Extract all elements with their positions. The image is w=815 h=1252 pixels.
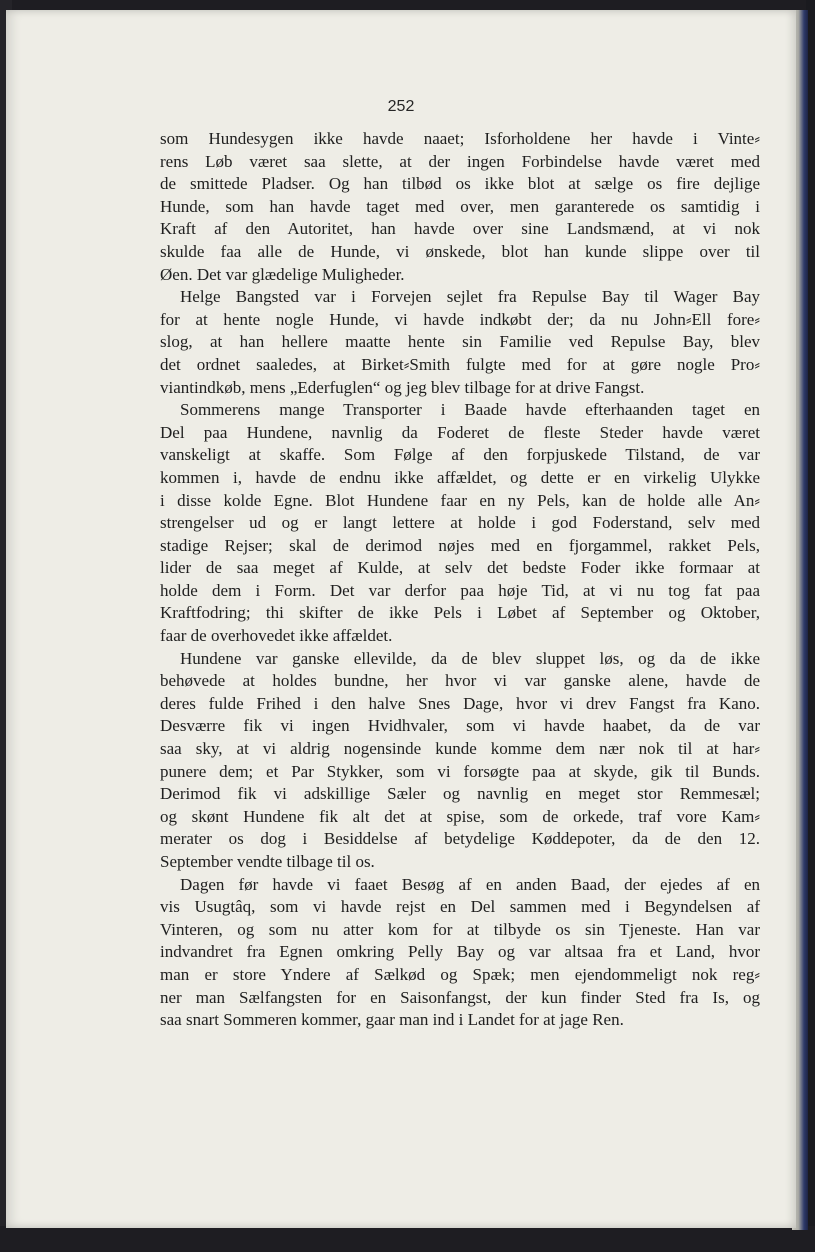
text-line: viantindkøb, mens „Ederfuglen“ og jeg blev tilbage for at drive Fangst. — [160, 377, 645, 397]
text-line: ner man Sælfangsten for en Saisonfangst, der kun finder Sted fra Is, og — [160, 987, 760, 1007]
text-line: Derimod fik vi adskillige Sæler og navnlig en meget stor Remmesæl; — [160, 784, 760, 804]
text-line: faar de overhovedet ikke affældet. — [160, 626, 393, 646]
book-page — [6, 10, 796, 1228]
text-line: vanskeligt at skaffe. Som Følge af den forpjuskede Tilstand, de var — [160, 445, 760, 465]
text-line: saa snart Sommeren kommer, gaar man ind i Landet for at jage Ren. — [160, 1010, 624, 1030]
paragraph — [160, 399, 760, 648]
text-line: slog, at han hellere maatte hente sin Familie ved Repulse Bay, blev — [160, 332, 760, 352]
text-line: det ordnet saaledes, at Birket⸗Smith fulgte med for at gøre nogle Pro⸗ — [160, 354, 760, 374]
text-line: Vinteren, og som nu atter kom for at tilbyde os sin Tjeneste. Han var — [160, 919, 760, 939]
text-line: Helge Bangsted var i Forvejen sejlet fra Repulse Bay til Wager Bay — [180, 287, 760, 307]
body-text — [160, 128, 760, 1032]
text-line: indvandret fra Egnen omkring Pelly Bay og var altsaa fra et Land, hvor — [160, 942, 760, 962]
text-line: Sommerens mange Transporter i Baade havde efterhaanden taget en — [180, 400, 760, 420]
text-line: stadige Rejser; skal de derimod nøjes med en fjorgammel, rakket Pels, — [160, 535, 760, 555]
text-line: de smittede Pladser. Og han tilbød os ikke blot at sælge os fire dejlige — [160, 174, 760, 194]
text-line: Øen. Det var glædelige Muligheder. — [160, 264, 405, 284]
text-line: Desværre fik vi ingen Hvidhvaler, som vi havde haabet, da de var — [160, 716, 760, 736]
text-line: vis Usugtâq, som vi havde rejst en Del sammen med i Begyndelsen af — [160, 897, 760, 917]
text-line: Hundene var ganske ellevilde, da de blev sluppet løs, og da de ikke — [180, 648, 760, 668]
text-line: saa sky, at vi aldrig nogensinde kunde komme dem nær nok til at har⸗ — [160, 739, 760, 759]
text-line: September vendte tilbage til os. — [160, 852, 375, 871]
text-line: kommen i, havde de endnu ikke affældet, og dette er en virkelig Ulykke — [160, 467, 760, 487]
text-line: som Hundesygen ikke havde naaet; Isforholdene her havde i Vinte⸗ — [160, 129, 760, 148]
text-line: Del paa Hundene, navnlig da Foderet de fleste Steder havde været — [160, 422, 760, 442]
paragraph — [160, 874, 760, 1032]
text-line: Kraft af den Autoritet, han havde over sine Landsmænd, at vi nok — [160, 219, 760, 239]
text-line: i disse kolde Egne. Blot Hundene faar en ny Pels, kan de holde alle An⸗ — [160, 490, 760, 510]
text-line: Dagen før havde vi faaet Besøg af en anden Baad, der ejedes af en — [180, 874, 760, 894]
text-line: skulde faa alle de Hunde, vi ønskede, blot han kunde slippe over til — [160, 241, 760, 261]
text-line: punere dem; et Par Stykker, som vi forsøgte paa at skyde, gik til Bunds. — [160, 761, 760, 781]
text-line: og skønt Hundene fik alt det at spise, som de orkede, traf vore Kam⸗ — [160, 806, 760, 826]
paragraph — [160, 648, 760, 874]
text-line: Kraftfodring; thi skifter de ikke Pels i Løbet af September og Oktober, — [160, 603, 760, 623]
text-line: lider de saa meget af Kulde, at selv det bedste Foder ikke formaar at — [160, 558, 760, 578]
scan-border-bottom — [0, 1226, 815, 1252]
text-line: behøvede at holdes bundne, her hvor vi var ganske alene, havde de — [160, 671, 760, 691]
text-line: strengelser ud og er langt lettere at holde i god Foderstand, selv med — [160, 513, 760, 533]
text-line: holde dem i Form. Det var derfor paa høje Tid, at vi nu tog fat paa — [160, 580, 760, 600]
text-line: Hunde, som han havde taget med over, men garanterede os samtidig i — [160, 196, 760, 216]
text-line: for at hente nogle Hunde, vi havde indkøbt der; da nu John⸗Ell fore⸗ — [160, 309, 760, 329]
text-line: rens Løb været saa slette, at der ingen Forbindelse havde været med — [160, 151, 760, 171]
text-line: deres fulde Frihed i den halve Snes Dage, hvor vi drev Fangst fra Kano. — [160, 693, 760, 713]
text-line: merater os dog i Besiddelse af betydelige Køddepoter, da de den 12. — [160, 829, 760, 849]
paragraph — [160, 128, 760, 286]
page-number: 252 — [387, 98, 415, 115]
text-line: man er store Yndere af Sælkød og Spæk; men ejendommeligt nok reg⸗ — [160, 964, 760, 984]
paragraph — [160, 286, 760, 399]
